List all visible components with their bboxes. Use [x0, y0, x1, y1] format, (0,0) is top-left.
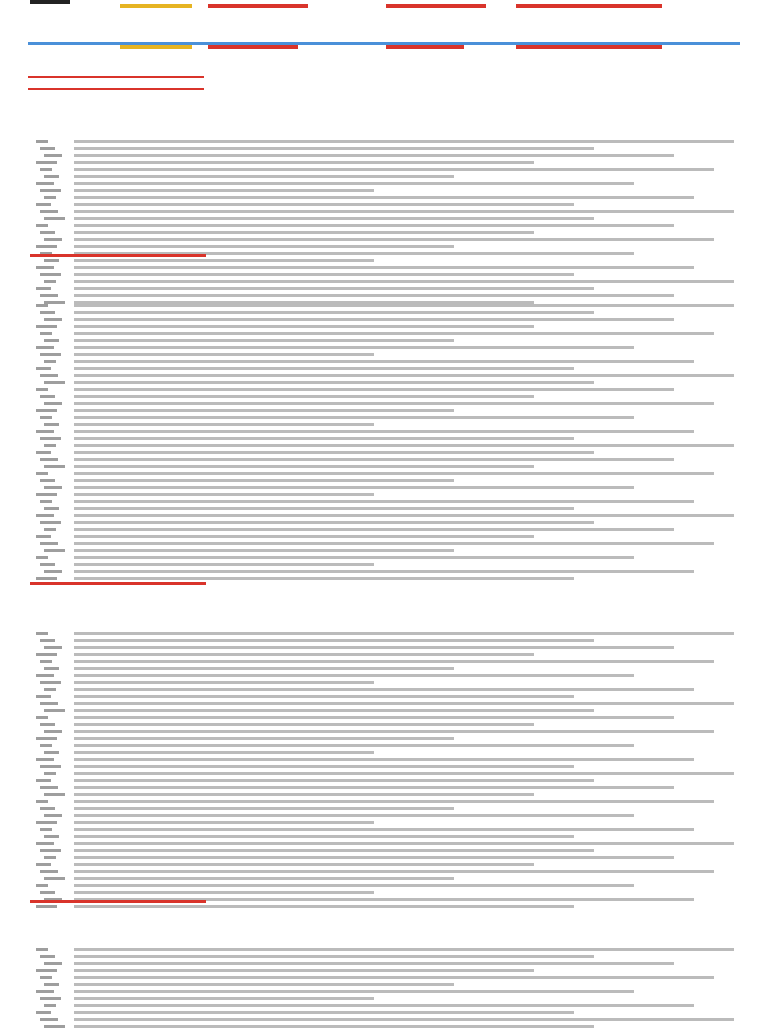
line-number — [44, 549, 65, 552]
text-row — [74, 549, 454, 552]
line-number — [36, 556, 48, 559]
meta-block — [28, 50, 736, 102]
red-divider — [28, 76, 204, 78]
tab-red-1[interactable] — [208, 4, 308, 8]
line-number — [36, 758, 54, 761]
text-row — [74, 990, 634, 993]
text-row — [74, 175, 454, 178]
line-number — [44, 280, 56, 283]
text-row — [74, 570, 694, 573]
line-number — [44, 835, 59, 838]
text-row — [74, 1011, 574, 1014]
line-number — [40, 955, 55, 958]
line-number — [36, 990, 54, 993]
section-title — [74, 932, 734, 946]
line-number — [36, 653, 57, 656]
section-footer — [208, 1016, 734, 1023]
text-row — [74, 884, 634, 887]
text-row — [74, 528, 674, 531]
line-number — [40, 189, 61, 192]
text-row — [74, 140, 734, 143]
text-row — [74, 821, 374, 824]
line-number — [44, 646, 62, 649]
text-row — [74, 388, 674, 391]
text-row — [74, 437, 574, 440]
text-row — [74, 486, 634, 489]
line-number — [40, 273, 61, 276]
section-divider — [30, 900, 206, 903]
line-number — [44, 667, 59, 670]
text-row — [74, 259, 374, 262]
line-number — [36, 430, 54, 433]
line-number — [44, 570, 62, 573]
text-row — [74, 744, 634, 747]
text-row — [74, 870, 714, 873]
line-number — [36, 182, 54, 185]
text-row — [74, 716, 674, 719]
line-number — [40, 828, 52, 831]
text-row — [74, 563, 374, 566]
meta-tab-strip — [28, 45, 740, 49]
text-row — [74, 856, 674, 859]
text-row — [74, 674, 634, 677]
line-number — [44, 444, 56, 447]
line-number — [40, 521, 61, 524]
line-number — [44, 175, 59, 178]
text-row — [74, 891, 374, 894]
line-number — [36, 224, 48, 227]
text-row — [74, 224, 674, 227]
line-number — [44, 486, 62, 489]
text-row — [74, 723, 534, 726]
line-number — [40, 786, 58, 789]
line-number — [40, 168, 52, 171]
meta-tab-yellow — [120, 45, 192, 49]
line-number — [40, 660, 52, 663]
line-number — [40, 437, 61, 440]
line-number — [40, 639, 55, 642]
line-number — [36, 161, 57, 164]
text-row — [74, 203, 574, 206]
line-number — [44, 423, 59, 426]
line-number — [36, 969, 57, 972]
line-number — [40, 210, 58, 213]
text-row — [74, 737, 454, 740]
line-number — [36, 493, 57, 496]
text-row — [74, 521, 594, 524]
tab-strip — [26, 4, 740, 8]
text-row — [74, 507, 574, 510]
line-number — [44, 772, 56, 775]
line-number — [44, 318, 62, 321]
line-number — [36, 266, 54, 269]
text-row — [74, 667, 454, 670]
section — [14, 284, 738, 594]
text-row — [74, 416, 634, 419]
line-number — [44, 528, 56, 531]
line-number — [36, 884, 48, 887]
text-row — [74, 653, 534, 656]
text-row — [74, 196, 694, 199]
text-row — [74, 962, 674, 965]
section — [14, 120, 738, 270]
text-row — [74, 835, 574, 838]
line-number — [36, 388, 48, 391]
text-row — [74, 542, 714, 545]
text-row — [74, 969, 534, 972]
text-row — [74, 451, 594, 454]
line-number — [40, 849, 61, 852]
section-footer — [208, 252, 734, 259]
text-row — [74, 423, 374, 426]
text-row — [74, 402, 714, 405]
text-row — [74, 430, 694, 433]
line-number — [36, 905, 57, 908]
line-number — [40, 353, 61, 356]
text-row — [74, 273, 574, 276]
line-number — [44, 196, 56, 199]
line-number — [40, 807, 55, 810]
text-row — [74, 905, 574, 908]
text-row — [74, 318, 674, 321]
section — [14, 612, 738, 917]
line-number — [36, 779, 51, 782]
text-row — [74, 161, 534, 164]
line-number — [44, 877, 65, 880]
text-row — [74, 479, 454, 482]
line-number — [40, 702, 58, 705]
line-number — [44, 983, 59, 986]
text-row — [74, 472, 714, 475]
text-row — [74, 346, 634, 349]
line-number — [44, 402, 62, 405]
line-number — [44, 259, 59, 262]
line-number — [40, 374, 58, 377]
text-row — [74, 772, 734, 775]
text-row — [74, 695, 574, 698]
line-number — [40, 395, 55, 398]
line-number — [44, 1004, 56, 1007]
line-number — [36, 863, 51, 866]
line-number — [36, 472, 48, 475]
line-number — [44, 507, 59, 510]
text-row — [74, 280, 734, 283]
text-row — [74, 646, 674, 649]
text-row — [74, 758, 694, 761]
line-number — [44, 793, 65, 796]
text-row — [74, 730, 714, 733]
document-header — [26, 0, 740, 28]
text-row — [74, 688, 694, 691]
text-row — [74, 863, 534, 866]
line-number — [36, 800, 48, 803]
text-row — [74, 395, 534, 398]
text-row — [74, 709, 594, 712]
text-row — [74, 1004, 694, 1007]
text-row — [74, 793, 534, 796]
text-row — [74, 217, 594, 220]
line-number — [36, 304, 48, 307]
section — [14, 928, 738, 1024]
line-number — [40, 744, 52, 747]
text-row — [74, 877, 454, 880]
line-number — [36, 577, 57, 580]
text-row — [74, 332, 714, 335]
text-row — [74, 779, 594, 782]
line-number — [40, 891, 55, 894]
line-number — [44, 688, 56, 691]
text-row — [74, 751, 374, 754]
line-number — [36, 632, 48, 635]
text-row — [74, 786, 674, 789]
line-number — [40, 458, 58, 461]
line-number — [36, 695, 51, 698]
text-row — [74, 147, 594, 150]
line-number — [36, 716, 48, 719]
line-number — [44, 856, 56, 859]
text-row — [74, 154, 674, 157]
line-number — [44, 238, 62, 241]
text-row — [74, 182, 634, 185]
text-row — [74, 409, 454, 412]
line-number — [36, 535, 51, 538]
text-row — [74, 514, 734, 517]
section-title — [74, 616, 734, 630]
text-row — [74, 814, 634, 817]
line-number — [40, 542, 58, 545]
text-row — [74, 360, 694, 363]
text-row — [74, 493, 374, 496]
text-row — [74, 556, 634, 559]
text-row — [74, 842, 734, 845]
line-number — [36, 514, 54, 517]
text-row — [74, 266, 694, 269]
text-row — [74, 465, 534, 468]
line-number — [40, 311, 55, 314]
text-row — [74, 311, 594, 314]
line-number — [40, 681, 61, 684]
text-row — [74, 828, 694, 831]
line-number — [36, 325, 57, 328]
line-number — [44, 751, 59, 754]
tab-red-2[interactable] — [386, 4, 486, 8]
text-row — [74, 304, 734, 307]
line-number — [40, 997, 61, 1000]
line-number — [36, 451, 51, 454]
text-row — [74, 210, 734, 213]
text-row — [74, 632, 734, 635]
line-number — [36, 842, 54, 845]
section-footer — [208, 898, 734, 905]
text-row — [74, 367, 574, 370]
text-row — [74, 800, 714, 803]
line-number — [40, 1018, 58, 1021]
line-number — [44, 465, 65, 468]
line-number — [36, 409, 57, 412]
line-number — [40, 870, 58, 873]
text-row — [74, 639, 594, 642]
text-row — [74, 353, 374, 356]
line-number — [36, 245, 57, 248]
section-divider — [30, 254, 206, 257]
red-divider — [28, 88, 204, 90]
text-row — [74, 976, 714, 979]
meta-tab-red-3 — [516, 45, 662, 49]
line-number — [40, 479, 55, 482]
text-row — [74, 189, 374, 192]
line-number — [44, 814, 62, 817]
text-row — [74, 458, 674, 461]
text-row — [74, 245, 454, 248]
line-number — [40, 416, 52, 419]
line-number — [36, 674, 54, 677]
tab-yellow[interactable] — [120, 4, 192, 8]
line-number — [36, 821, 57, 824]
text-row — [74, 955, 594, 958]
line-number — [40, 332, 52, 335]
text-row — [74, 325, 534, 328]
header-lines — [30, 10, 730, 26]
line-number — [44, 339, 59, 342]
text-row — [74, 997, 374, 1000]
section-footer — [208, 580, 734, 587]
line-number — [40, 723, 55, 726]
text-row — [74, 660, 714, 663]
line-number — [44, 962, 62, 965]
text-row — [74, 339, 454, 342]
line-number — [36, 948, 48, 951]
line-number — [44, 381, 65, 384]
text-row — [74, 500, 694, 503]
line-number — [40, 976, 52, 979]
line-number — [44, 154, 62, 157]
line-number — [40, 500, 52, 503]
section-title — [74, 288, 734, 302]
text-row — [74, 807, 454, 810]
text-row — [74, 168, 714, 171]
meta-tab-red-1 — [208, 45, 298, 49]
text-row — [74, 535, 534, 538]
text-row — [74, 702, 734, 705]
line-number — [40, 765, 61, 768]
line-number — [44, 730, 62, 733]
line-number — [40, 147, 55, 150]
line-number — [36, 346, 54, 349]
section-divider — [30, 582, 206, 585]
line-number — [44, 709, 65, 712]
text-row — [74, 849, 594, 852]
line-number — [44, 217, 65, 220]
text-row — [74, 983, 454, 986]
line-number — [40, 563, 55, 566]
text-row — [74, 381, 594, 384]
text-row — [74, 231, 534, 234]
text-row — [74, 444, 734, 447]
line-number — [36, 203, 51, 206]
line-number — [40, 231, 55, 234]
line-number — [36, 367, 51, 370]
line-number — [36, 737, 57, 740]
text-row — [74, 374, 734, 377]
line-number — [44, 360, 56, 363]
text-row — [74, 681, 374, 684]
text-row — [74, 948, 734, 951]
section-title — [74, 124, 734, 138]
line-number — [36, 1011, 51, 1014]
meta-tab-red-2 — [386, 45, 464, 49]
text-row — [74, 765, 574, 768]
text-row — [74, 238, 714, 241]
line-number — [36, 140, 48, 143]
tab-red-3[interactable] — [516, 4, 662, 8]
